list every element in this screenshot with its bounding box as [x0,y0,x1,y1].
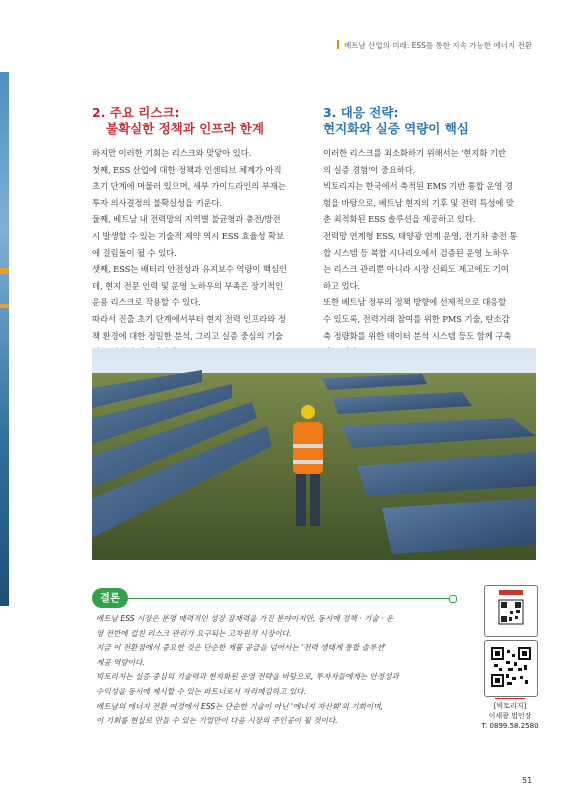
conclusion-divider-dot [449,595,457,603]
edge-mark [0,304,9,308]
paragraph-line: 의 실증 경험'이 중요하다. [323,164,416,175]
paragraph-line: 합 시스템 등 복합 시나리오에서 검증된 운영 노하우 [323,247,509,258]
paragraph-line: 책 환경에 대한 정밀한 분석, 그리고 실증 중심의 기술 [92,330,283,341]
paragraph-line: 이러한 리스크를 최소화하기 위해서는 '현지화 기반 [323,148,506,158]
paragraph-line: 초기 단계에 머물러 있으며, 세부 가이드라인의 부재는 [92,181,286,192]
conclusion-line: 빅토리지는 실증 중심의 기술력과 현지화된 운영 전략을 바탕으로, 투자자들에게는 안정성과 [96,672,399,682]
paragraph-line: 하지만 이러한 기회는 리스크와 맞닿아 있다. [92,148,252,158]
contact-person: 이세광 법인장 [488,712,532,720]
paragraph-line: 수 있도록, 전력거래 참여를 위한 PMS 기술, 탄소감 [323,313,510,324]
paragraph-line: 투자 의사결정의 불확실성을 키운다. [92,197,223,208]
contact-company: [빅토리지] [493,702,527,710]
qr-code-graphic [485,641,537,696]
paragraph-line: 데, 현지 전문 인력 및 운영 노하우의 부족은 장기적인 [92,280,283,291]
paragraph-line: 축 정량화를 위한 데이터 분석 시스템 등도 함께 구축 [323,330,512,341]
paragraph-line: 따라서 진출 초기 단계에서부터 현지 전력 인프라와 정 [92,313,286,324]
paragraph-line: 셋째, ESS는 배터리 안전성과 유지보수 역량이 핵심인 [92,264,287,275]
left-page-edge-image [0,72,9,606]
risk-heading-line2: 불확실한 정책과 인프라 한계 [106,121,264,136]
paragraph-line: 또한 베트남 정부의 정책 방향에 선제적으로 대응할 [323,297,507,308]
paragraph-line: 첫째, ESS 산업에 대한 정책과 인센티브 체계가 아직 [92,164,282,175]
conclusion-line: 수익성을 동시에 제시할 수 있는 파트너로서 자리매김하고 있다. [96,686,307,696]
conclusion-body [96,612,399,729]
paragraph-line: 전력망 연계형 ESS, 태양광 연계 운영, 전기차 충전 통 [323,230,518,241]
paragraph-line: 는 리스크 관리뿐 아니라 시장 신뢰도 제고에도 기여 [323,264,509,275]
risk-heading-line1: 2. 주요 리스크: [92,105,180,120]
qr-code-graphic [485,586,537,636]
solar-farm-illustration [92,348,536,560]
strategy-heading-line2: 현지화와 실증 역량이 핵심 [323,121,469,136]
conclusion-line: 베트남의 에너지 전환 여정에서 ESS는 단순한 기술이 아닌 '에너지 자산화'의 기회이며, [96,701,383,711]
page-number: 51 [522,776,533,785]
running-header [337,40,532,51]
paragraph-line: 시 발생할 수 있는 기술적 제약 역시 ESS 효율성 확보 [92,230,285,241]
risk-section [92,105,319,361]
conclusion-line: 베트남 ESS 시장은 분명 매력적인 성장 잠재력을 가진 분야이지만, 동시에 정책 · 기술 · 운 [96,614,394,623]
solar-farm-photo [92,348,536,560]
conclusion-line: 영 전반에 걸친 리스크 관리가 요구되는 고차원적 시장이다. [96,628,292,638]
conclusion-divider [128,598,451,599]
strategy-heading-line1: 3. 대응 전략: [323,105,399,120]
conclusion-line: 지금 이 전환점에서 중요한 것은 단순한 제품 공급을 넘어서는 '전력 생태계 통합 솔루션' [96,643,386,653]
paragraph-line: 둘째, 베트남 내 전력망의 지역별 불균형과 충전/방전 [92,214,281,225]
risk-body [92,145,319,361]
header-accent-bar [337,40,339,49]
strategy-body [323,145,550,361]
paragraph-line: 빅토리지는 한국에서 축적된 EMS 기반 통합 운영 경 [323,181,513,192]
paragraph-line: 하고 있다. [323,280,361,291]
qr-code-icon[interactable] [484,585,538,637]
edge-mark [0,268,9,274]
strategy-heading [323,105,550,137]
paragraph-line: 에 걸림돌이 될 수 있다. [92,247,177,258]
risk-heading [92,105,319,137]
strategy-section [323,105,550,361]
paragraph-line: 춘 최적화된 ESS 솔루션을 제공하고 있다. [323,214,476,225]
contact-phone: T: 0899.58.2580 [481,722,539,730]
contact-divider [495,698,525,699]
conclusion-line: 제공 역량이다. [96,657,145,667]
header-text: 베트남 산업의 미래: ESS를 통한 지속 가능한 에너지 전환 [343,41,532,50]
paragraph-line: 험을 바탕으로, 베트남 현지의 기후 및 전력 특성에 맞 [323,197,514,208]
paragraph-line: 운용 리스크로 작용할 수 있다. [92,297,201,308]
conclusion-label: 결론 [92,588,128,608]
conclusion-line: 이 기회를 현실로 만들 수 있는 기업만이 다음 시장의 주인공이 될 것이다. [96,716,338,726]
qr-code-icon[interactable] [484,640,538,697]
contact-info [478,698,542,731]
